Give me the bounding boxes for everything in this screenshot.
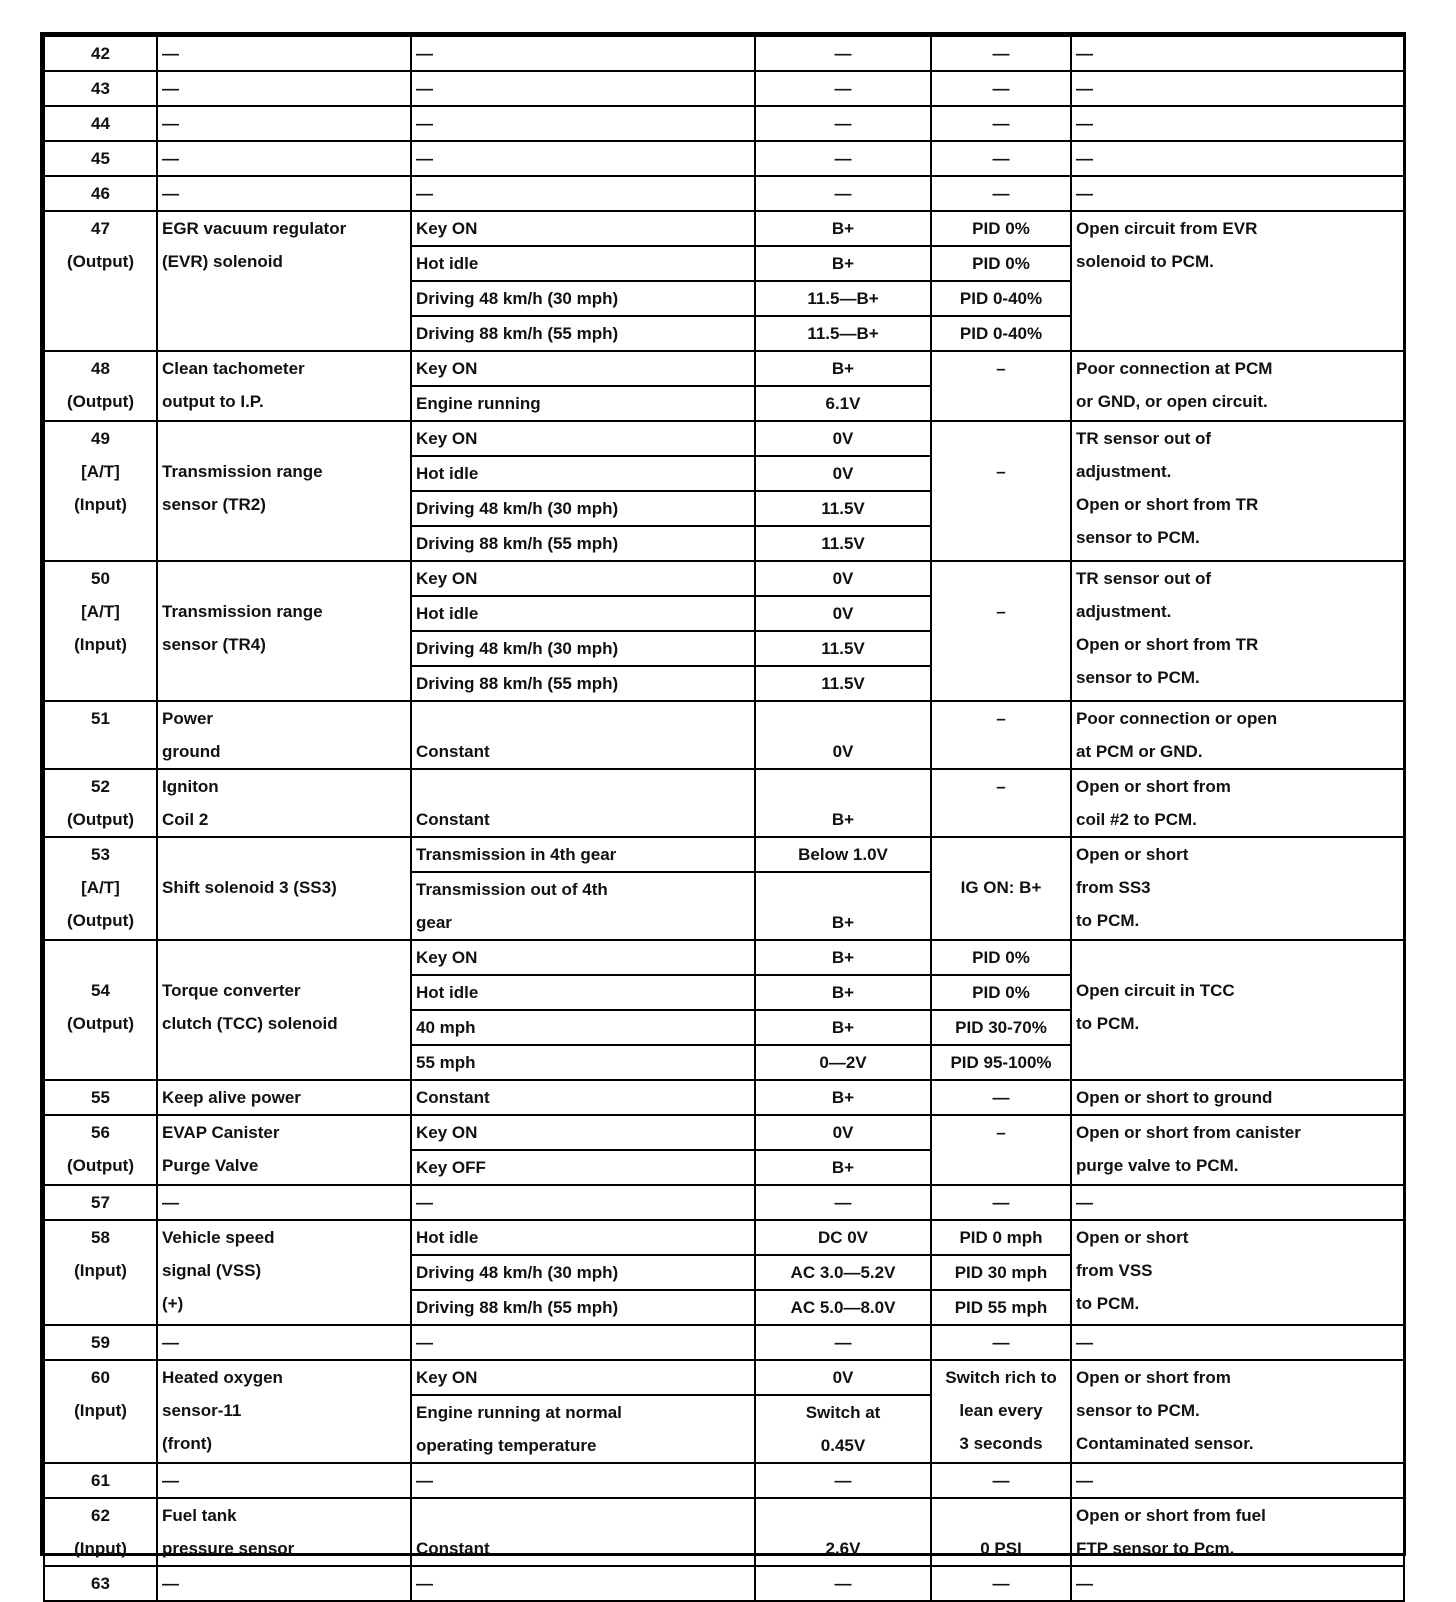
table-row	[44, 701, 1404, 769]
pin-cell: 43	[44, 71, 157, 106]
condition-cell: —	[411, 176, 755, 211]
pid-cell: –	[931, 351, 1071, 421]
pid-cell: —	[931, 176, 1071, 211]
condition-cell: Constant	[411, 1498, 755, 1566]
voltage-cell: B+	[755, 1080, 931, 1115]
voltage-cell: 11.5V	[755, 631, 931, 666]
fault-cell: —	[1071, 36, 1404, 71]
fault-cell: Open or short from canister purge valve to PCM.	[1071, 1115, 1404, 1185]
table-row	[44, 211, 1404, 246]
pid-cell: –	[931, 701, 1071, 769]
fault-cell: Open or short from coil #2 to PCM.	[1071, 769, 1404, 837]
voltage-cell: B+	[755, 351, 931, 386]
fault-cell: —	[1071, 141, 1404, 176]
table-row	[44, 837, 1404, 872]
condition-cell: Driving 88 km/h (55 mph)	[411, 1290, 755, 1325]
pid-cell: —	[931, 36, 1071, 71]
voltage-cell: B+	[755, 872, 931, 940]
condition-cell: Driving 48 km/h (30 mph)	[411, 491, 755, 526]
voltage-cell: —	[755, 71, 931, 106]
condition-cell: Driving 88 km/h (55 mph)	[411, 666, 755, 701]
condition-cell: —	[411, 141, 755, 176]
pin-cell: 55	[44, 1080, 157, 1115]
pin-cell: 57	[44, 1185, 157, 1220]
condition-cell: Driving 48 km/h (30 mph)	[411, 631, 755, 666]
pin-cell: 56 (Output)	[44, 1115, 157, 1185]
voltage-cell: —	[755, 176, 931, 211]
pin-cell: 46	[44, 176, 157, 211]
table-row	[44, 141, 1404, 176]
table-row	[44, 561, 1404, 596]
fault-cell: TR sensor out of adjustment. Open or short from TR sensor to PCM.	[1071, 421, 1404, 561]
pid-cell: —	[931, 71, 1071, 106]
pid-cell: —	[931, 1325, 1071, 1360]
condition-cell: Hot idle	[411, 596, 755, 631]
condition-cell: Driving 88 km/h (55 mph)	[411, 526, 755, 561]
table-row	[44, 351, 1404, 386]
circuit-cell: Transmission range sensor (TR4)	[157, 561, 411, 701]
circuit-cell: —	[157, 106, 411, 141]
voltage-cell: B+	[755, 1150, 931, 1185]
circuit-cell: —	[157, 1463, 411, 1498]
pid-cell: PID 0-40%	[931, 316, 1071, 351]
condition-cell: 55 mph	[411, 1045, 755, 1080]
voltage-cell: B+	[755, 1010, 931, 1045]
circuit-cell: EVAP Canister Purge Valve	[157, 1115, 411, 1185]
circuit-cell: —	[157, 1325, 411, 1360]
condition-cell: Driving 48 km/h (30 mph)	[411, 1255, 755, 1290]
pin-cell: 53 [A/T] (Output)	[44, 837, 157, 940]
fault-cell: TR sensor out of adjustment. Open or short from TR sensor to PCM.	[1071, 561, 1404, 701]
circuit-cell: —	[157, 176, 411, 211]
table-row	[44, 1185, 1404, 1220]
circuit-cell: Power ground	[157, 701, 411, 769]
pin-cell: 58 (Input)	[44, 1220, 157, 1325]
voltage-cell: 11.5V	[755, 526, 931, 561]
pid-cell: PID 0-40%	[931, 281, 1071, 316]
voltage-cell: 0V	[755, 701, 931, 769]
pin-cell: 60 (Input)	[44, 1360, 157, 1463]
pin-cell: 47 (Output)	[44, 211, 157, 351]
voltage-cell: —	[755, 1185, 931, 1220]
circuit-cell: EGR vacuum regulator (EVR) solenoid	[157, 211, 411, 351]
condition-cell: Constant	[411, 1080, 755, 1115]
fault-cell: Open or short to ground	[1071, 1080, 1404, 1115]
pid-cell: PID 30 mph	[931, 1255, 1071, 1290]
condition-cell: —	[411, 106, 755, 141]
circuit-cell: Shift solenoid 3 (SS3)	[157, 837, 411, 940]
pin-cell: 48 (Output)	[44, 351, 157, 421]
condition-cell: Hot idle	[411, 246, 755, 281]
pid-cell: PID 95-100%	[931, 1045, 1071, 1080]
condition-cell: Key ON	[411, 940, 755, 975]
circuit-cell: Transmission range sensor (TR2)	[157, 421, 411, 561]
pid-cell: —	[931, 1566, 1071, 1601]
voltage-cell: B+	[755, 769, 931, 837]
voltage-cell: AC 5.0—8.0V	[755, 1290, 931, 1325]
fault-cell: Open or short from fuel FTP sensor to Pcm.	[1071, 1498, 1404, 1566]
pid-cell: PID 0%	[931, 975, 1071, 1010]
voltage-cell: 11.5V	[755, 666, 931, 701]
pin-cell: 59	[44, 1325, 157, 1360]
pin-cell: 52 (Output)	[44, 769, 157, 837]
voltage-cell: B+	[755, 975, 931, 1010]
table-row	[44, 1498, 1404, 1566]
fault-cell: —	[1071, 176, 1404, 211]
fault-cell: —	[1071, 1566, 1404, 1601]
pid-cell: –	[931, 421, 1071, 561]
circuit-cell: Igniton Coil 2	[157, 769, 411, 837]
pid-cell: Switch rich to lean every 3 seconds	[931, 1360, 1071, 1463]
voltage-cell: 0V	[755, 1115, 931, 1150]
pin-cell: 45	[44, 141, 157, 176]
condition-cell: Driving 48 km/h (30 mph)	[411, 281, 755, 316]
fault-cell: —	[1071, 71, 1404, 106]
circuit-cell: —	[157, 1566, 411, 1601]
condition-cell: Driving 88 km/h (55 mph)	[411, 316, 755, 351]
circuit-cell: Heated oxygen sensor-11 (front)	[157, 1360, 411, 1463]
table-row	[44, 940, 1404, 975]
voltage-cell: AC 3.0—5.2V	[755, 1255, 931, 1290]
pin-cell: 62 (Input)	[44, 1498, 157, 1566]
pid-cell: –	[931, 769, 1071, 837]
voltage-cell: 11.5V	[755, 491, 931, 526]
condition-cell: —	[411, 1185, 755, 1220]
table-row	[44, 1325, 1404, 1360]
circuit-cell: Fuel tank pressure sensor	[157, 1498, 411, 1566]
pid-cell: —	[931, 1080, 1071, 1115]
pin-cell: 54 (Output)	[44, 940, 157, 1080]
pid-cell: PID 0%	[931, 211, 1071, 246]
pid-cell: –	[931, 1115, 1071, 1185]
condition-cell: Hot idle	[411, 975, 755, 1010]
condition-cell: Key OFF	[411, 1150, 755, 1185]
condition-cell: Constant	[411, 769, 755, 837]
fault-cell: —	[1071, 106, 1404, 141]
voltage-cell: —	[755, 36, 931, 71]
voltage-cell: 0V	[755, 456, 931, 491]
voltage-cell: 11.5—B+	[755, 281, 931, 316]
pin-table	[43, 35, 1405, 1602]
voltage-cell: B+	[755, 211, 931, 246]
voltage-cell: —	[755, 1566, 931, 1601]
condition-cell: Transmission in 4th gear	[411, 837, 755, 872]
table-row	[44, 1115, 1404, 1150]
pin-cell: 42	[44, 36, 157, 71]
pid-cell: —	[931, 1463, 1071, 1498]
fault-cell: Open or short from SS3 to PCM.	[1071, 837, 1404, 940]
voltage-cell: 0V	[755, 561, 931, 596]
fault-cell: Open circuit from EVR solenoid to PCM.	[1071, 211, 1404, 351]
condition-cell: Engine running	[411, 386, 755, 421]
pin-cell: 61	[44, 1463, 157, 1498]
fault-cell: Poor connection or open at PCM or GND.	[1071, 701, 1404, 769]
table-row	[44, 176, 1404, 211]
circuit-cell: —	[157, 71, 411, 106]
voltage-cell: 0V	[755, 1360, 931, 1395]
voltage-cell: —	[755, 1325, 931, 1360]
pid-cell: —	[931, 141, 1071, 176]
voltage-cell: B+	[755, 940, 931, 975]
pid-cell: IG ON: B+	[931, 837, 1071, 940]
table-row	[44, 106, 1404, 141]
condition-cell: —	[411, 1463, 755, 1498]
condition-cell: Constant	[411, 701, 755, 769]
voltage-cell: 11.5—B+	[755, 316, 931, 351]
voltage-cell: Below 1.0V	[755, 837, 931, 872]
condition-cell: Transmission out of 4th gear	[411, 872, 755, 940]
pin-cell: 49 [A/T] (Input)	[44, 421, 157, 561]
circuit-cell: —	[157, 36, 411, 71]
voltage-cell: DC 0V	[755, 1220, 931, 1255]
pid-cell: PID 55 mph	[931, 1290, 1071, 1325]
circuit-cell: Keep alive power	[157, 1080, 411, 1115]
table-row	[44, 1360, 1404, 1395]
pid-cell: PID 0%	[931, 940, 1071, 975]
condition-cell: Key ON	[411, 1115, 755, 1150]
voltage-cell: —	[755, 106, 931, 141]
condition-cell: —	[411, 1566, 755, 1601]
table-row	[44, 1566, 1404, 1601]
fault-cell: —	[1071, 1185, 1404, 1220]
circuit-cell: Vehicle speed signal (VSS) (+)	[157, 1220, 411, 1325]
pid-cell: PID 0%	[931, 246, 1071, 281]
pin-cell: 51	[44, 701, 157, 769]
table-row	[44, 1220, 1404, 1255]
condition-cell: Key ON	[411, 351, 755, 386]
pin-cell: 44	[44, 106, 157, 141]
pin-cell: 50 [A/T] (Input)	[44, 561, 157, 701]
voltage-cell: 6.1V	[755, 386, 931, 421]
condition-cell: Engine running at normal operating temperature	[411, 1395, 755, 1463]
fault-cell: Open or short from VSS to PCM.	[1071, 1220, 1404, 1325]
pid-cell: PID 0 mph	[931, 1220, 1071, 1255]
pid-cell: PID 30-70%	[931, 1010, 1071, 1045]
circuit-cell: —	[157, 1185, 411, 1220]
condition-cell: Key ON	[411, 1360, 755, 1395]
condition-cell: Key ON	[411, 421, 755, 456]
voltage-cell: B+	[755, 246, 931, 281]
voltage-cell: —	[755, 141, 931, 176]
pcm-pin-table	[40, 32, 1406, 1593]
voltage-cell: 0—2V	[755, 1045, 931, 1080]
pin-cell: 63	[44, 1566, 157, 1601]
voltage-cell: Switch at 0.45V	[755, 1395, 931, 1463]
table-row	[44, 421, 1404, 456]
voltage-cell: 0V	[755, 596, 931, 631]
fault-cell: —	[1071, 1463, 1404, 1498]
condition-cell: Key ON	[411, 211, 755, 246]
table-row	[44, 1463, 1404, 1498]
condition-cell: —	[411, 1325, 755, 1360]
fault-cell: —	[1071, 1325, 1404, 1360]
pid-cell: —	[931, 106, 1071, 141]
pid-cell: 0 PSI	[931, 1498, 1071, 1566]
table-row	[44, 36, 1404, 71]
voltage-cell: —	[755, 1463, 931, 1498]
voltage-cell: 2.6V	[755, 1498, 931, 1566]
circuit-cell: —	[157, 141, 411, 176]
pid-cell: –	[931, 561, 1071, 701]
fault-cell: Open or short from sensor to PCM. Contaminated sensor.	[1071, 1360, 1404, 1463]
circuit-cell: Clean tachometer output to I.P.	[157, 351, 411, 421]
table-row	[44, 769, 1404, 837]
table-row	[44, 1080, 1404, 1115]
pid-cell: —	[931, 1185, 1071, 1220]
condition-cell: —	[411, 71, 755, 106]
condition-cell: 40 mph	[411, 1010, 755, 1045]
circuit-cell: Torque converter clutch (TCC) solenoid	[157, 940, 411, 1080]
fault-cell: Open circuit in TCC to PCM.	[1071, 940, 1404, 1080]
table-row	[44, 71, 1404, 106]
fault-cell: Poor connection at PCM or GND, or open circuit.	[1071, 351, 1404, 421]
condition-cell: Hot idle	[411, 456, 755, 491]
condition-cell: —	[411, 36, 755, 71]
condition-cell: Hot idle	[411, 1220, 755, 1255]
condition-cell: Key ON	[411, 561, 755, 596]
voltage-cell: 0V	[755, 421, 931, 456]
